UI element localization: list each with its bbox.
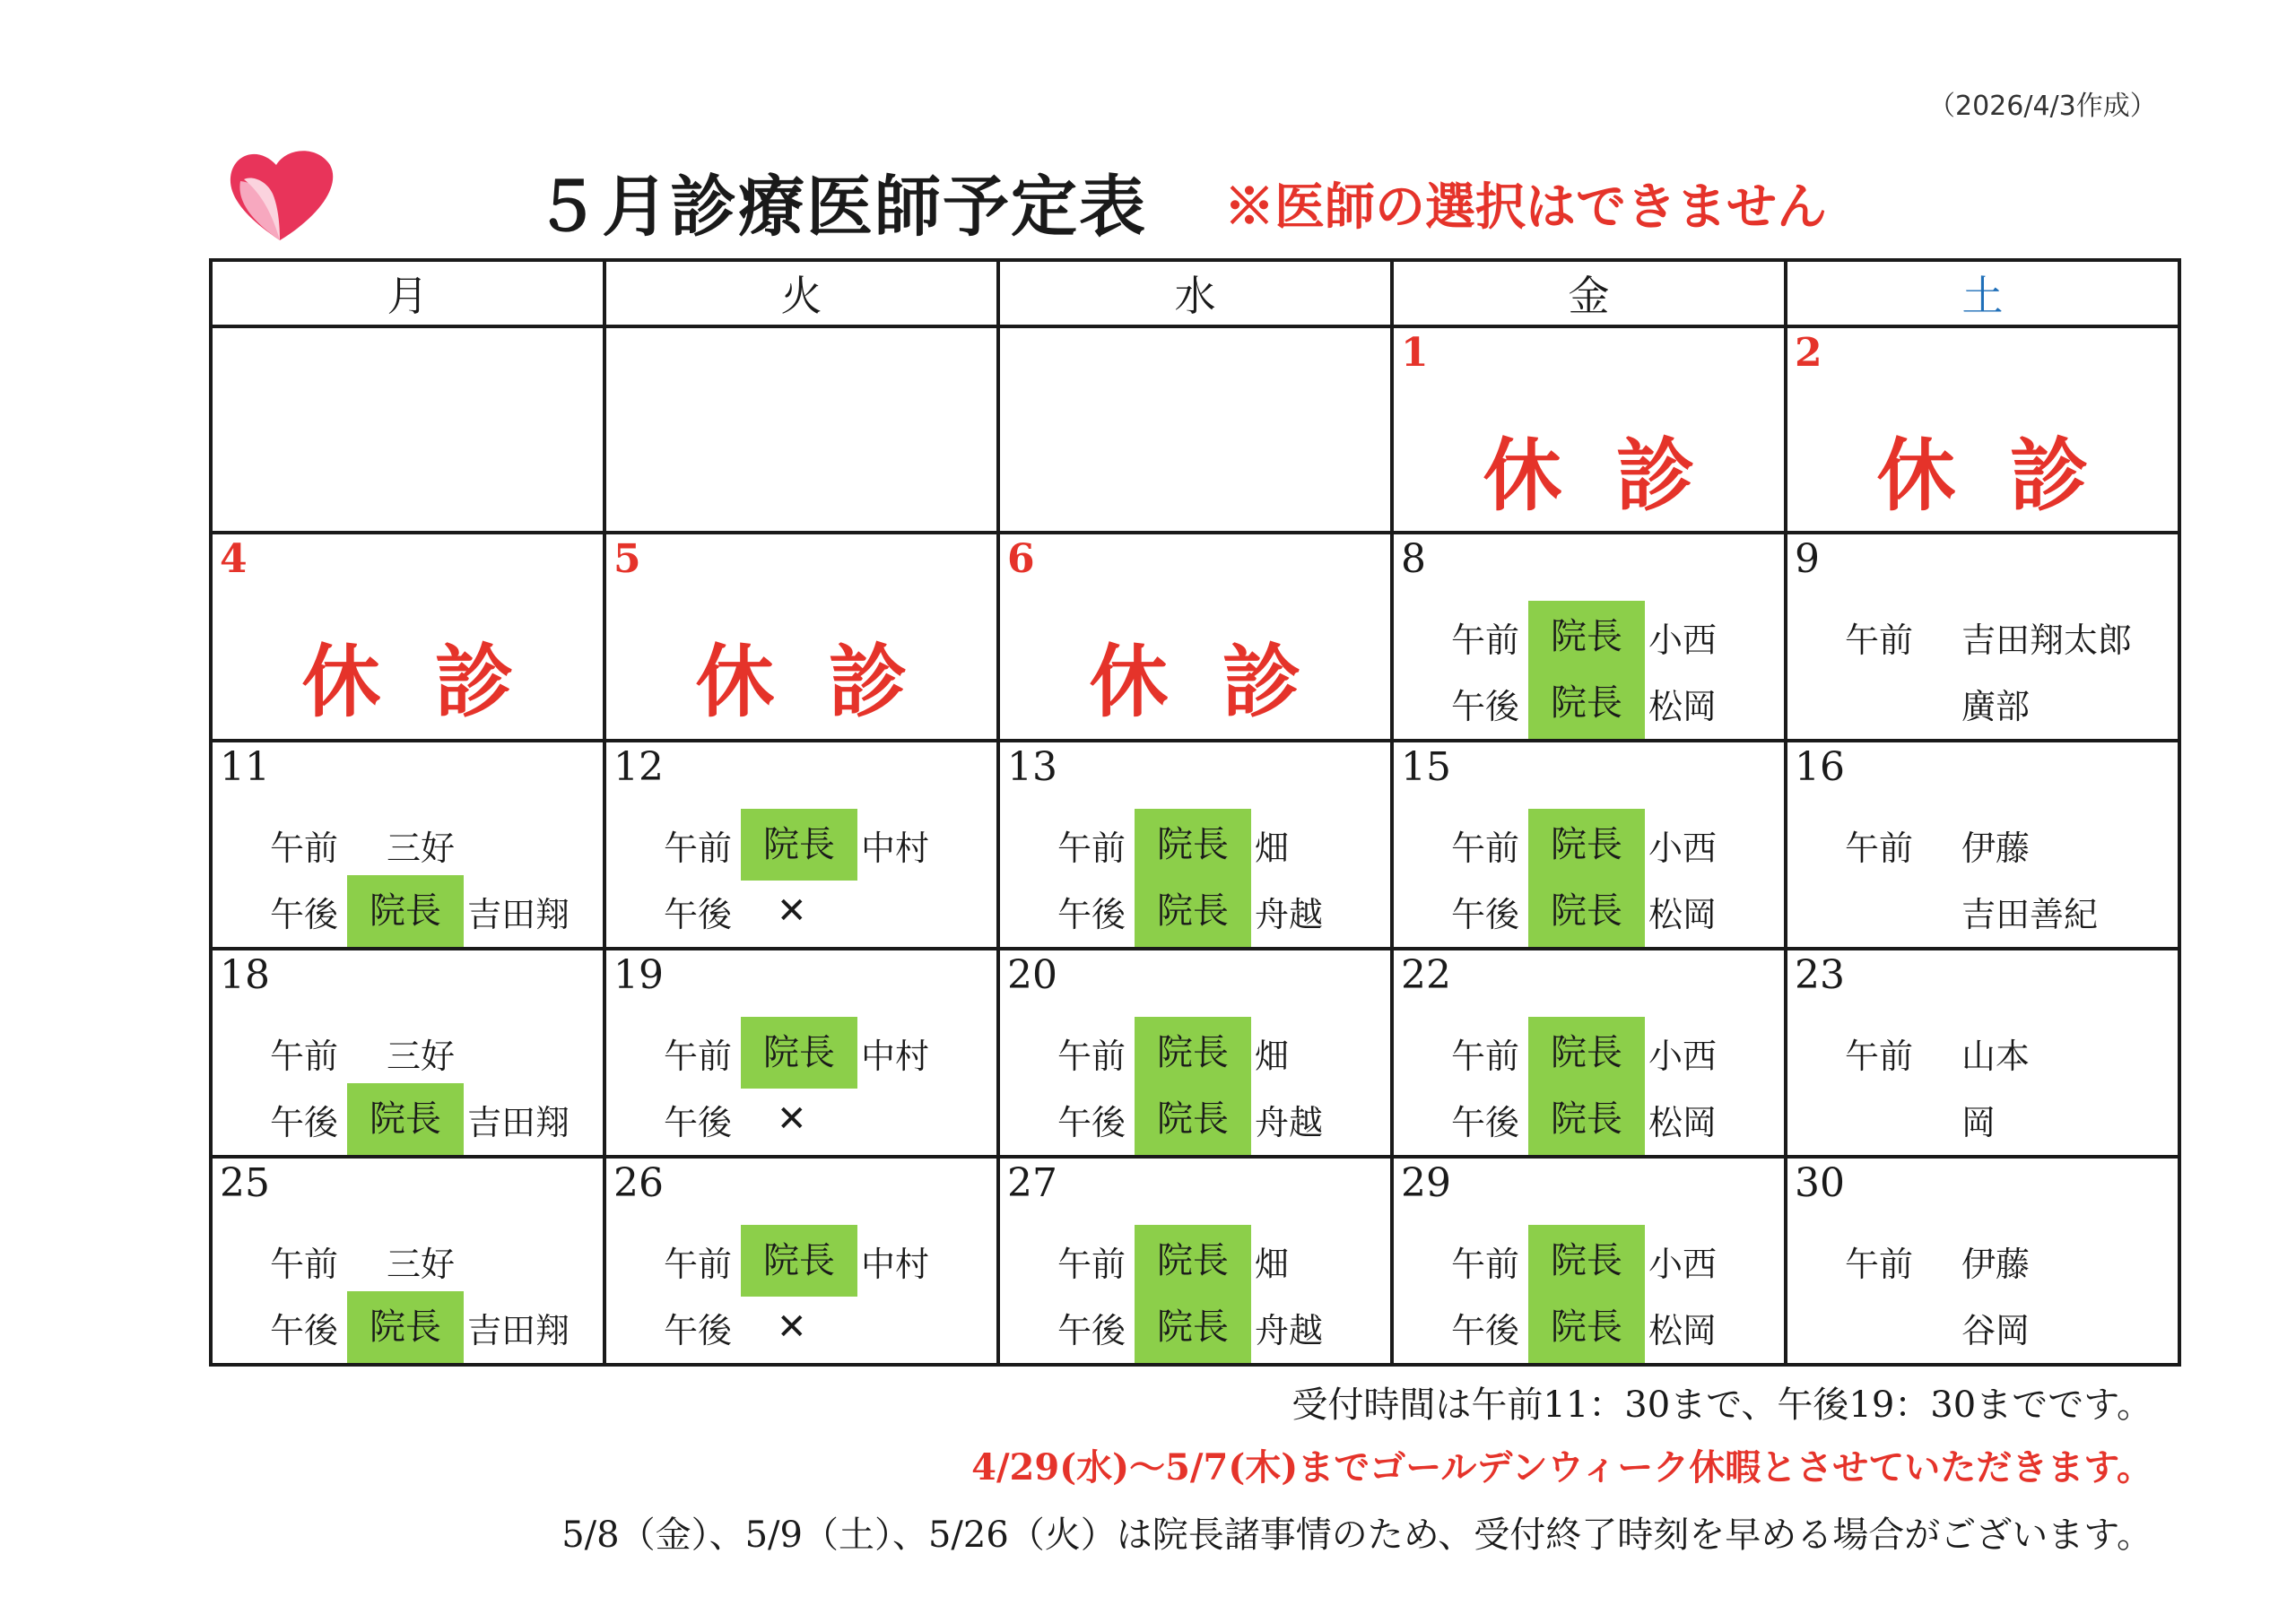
day-number: 27 <box>1007 1160 1057 1206</box>
weekday-header-saturday: 土 <box>1786 260 2179 326</box>
calendar-week-row <box>211 326 2179 533</box>
calendar-day-cell <box>1392 741 1786 949</box>
day-number: 5 <box>613 536 641 582</box>
director-badge: 院長 <box>1135 1225 1251 1297</box>
morning-label: 午前 <box>269 1244 338 1284</box>
director-badge: 院長 <box>741 1225 857 1297</box>
afternoon-label: 午後 <box>1057 1102 1126 1142</box>
doctor-name: 山本 <box>1961 1036 2031 1076</box>
doctor-name: 小西 <box>1648 620 1718 660</box>
calendar-day-cell <box>1392 533 1786 741</box>
day-number: 22 <box>1401 952 1451 998</box>
afternoon-shift <box>1036 1295 1323 1359</box>
doctor-name: 三好 <box>387 1036 456 1076</box>
afternoon-shift <box>642 879 807 943</box>
closed-label: 休診 <box>1089 635 1355 728</box>
weekday-header: 火 <box>604 260 998 326</box>
day-number: 12 <box>613 744 664 790</box>
morning-shift <box>1823 1228 2030 1293</box>
doctor-name: 伊藤 <box>1961 828 2031 868</box>
morning-shift <box>1036 1228 1289 1293</box>
no-clinic-mark: ✕ <box>777 1306 807 1348</box>
calendar-day-cell <box>998 533 1392 741</box>
director-badge: 院長 <box>1135 875 1251 947</box>
afternoon-shift <box>1430 879 1717 943</box>
doctor-name: 小西 <box>1648 1036 1718 1076</box>
director-badge: 院長 <box>1528 1291 1645 1363</box>
doctor-name: 松岡 <box>1648 1310 1718 1350</box>
calendar-day-cell <box>604 1157 998 1365</box>
created-date: （2026/4/3作成） <box>1928 91 2157 122</box>
doctor-name: 吉田翔太郎 <box>1961 620 2133 660</box>
afternoon-shift <box>642 1295 807 1359</box>
morning-label: 午前 <box>1844 620 1913 660</box>
calendar-day-cell <box>1786 1157 2179 1365</box>
morning-shift <box>1430 1228 1717 1293</box>
director-badge: 院長 <box>1135 809 1251 881</box>
calendar-week-row <box>211 741 2179 949</box>
closed-label: 休診 <box>301 635 568 728</box>
doctor-name: 舟越 <box>1255 894 1324 934</box>
doctor-name: 松岡 <box>1648 894 1718 934</box>
morning-label: 午前 <box>663 828 732 868</box>
calendar-day-cell <box>998 741 1392 949</box>
doctor-name: 谷岡 <box>1961 1310 2031 1350</box>
day-number: 20 <box>1007 952 1057 998</box>
calendar-day-cell <box>998 326 1392 533</box>
day-number: 13 <box>1007 744 1057 790</box>
calendar-day-cell <box>1786 533 2179 741</box>
calendar-day-cell <box>604 533 998 741</box>
doctor-name: 吉田翔 <box>467 1310 570 1350</box>
closed-label: 休診 <box>695 635 961 728</box>
schedule-calendar <box>209 258 2181 1367</box>
afternoon-shift <box>1823 879 2098 943</box>
morning-shift <box>1036 812 1289 877</box>
calendar-day-cell <box>998 949 1392 1157</box>
calendar-day-cell <box>604 326 998 533</box>
calendar-day-cell <box>211 1157 604 1365</box>
afternoon-shift <box>1036 879 1323 943</box>
director-badge: 院長 <box>1528 809 1645 881</box>
afternoon-label: 午後 <box>1450 686 1519 726</box>
morning-label: 午前 <box>1844 1244 1913 1284</box>
director-badge: 院長 <box>347 1083 464 1155</box>
calendar-day-cell <box>604 741 998 949</box>
afternoon-label: 午後 <box>1450 1102 1519 1142</box>
afternoon-label: 午後 <box>269 1102 338 1142</box>
day-number: 29 <box>1401 1160 1451 1206</box>
doctor-name: 小西 <box>1648 828 1718 868</box>
afternoon-label: 午後 <box>663 1310 732 1350</box>
closed-label: 休診 <box>1483 429 1749 522</box>
calendar-day-cell <box>1786 949 2179 1157</box>
morning-shift <box>642 1020 929 1085</box>
doctor-name: 小西 <box>1648 1244 1718 1284</box>
weekday-header: 水 <box>998 260 1392 326</box>
day-number: 15 <box>1401 744 1451 790</box>
calendar-day-cell <box>1786 741 2179 949</box>
afternoon-shift <box>248 879 570 943</box>
doctor-name: 吉田善紀 <box>1961 894 2099 934</box>
morning-shift <box>1036 1020 1289 1085</box>
day-number: 25 <box>220 1160 270 1206</box>
morning-label: 午前 <box>1844 1036 1913 1076</box>
morning-label: 午前 <box>663 1036 732 1076</box>
morning-label: 午前 <box>1057 1036 1126 1076</box>
day-number: 11 <box>220 744 270 790</box>
reception-hours-note: 受付時間は午前11：30まで、午後19：30までです。 <box>1292 1384 2152 1426</box>
early-close-note: 5/8（金）、5/9（土）、5/26（火）は院長諸事情のため、受付終了時刻を早める場合がございます。 <box>561 1515 2152 1556</box>
morning-label: 午前 <box>269 1036 338 1076</box>
afternoon-shift <box>1036 1087 1323 1151</box>
doctor-name: 畑 <box>1255 1244 1290 1284</box>
afternoon-shift <box>642 1087 807 1151</box>
director-badge: 院長 <box>1135 1291 1251 1363</box>
morning-shift <box>642 1228 929 1293</box>
morning-shift <box>642 812 929 877</box>
day-number: 2 <box>1795 330 1822 376</box>
morning-label: 午前 <box>269 828 338 868</box>
morning-shift <box>1430 604 1717 669</box>
day-number: 30 <box>1795 1160 1845 1206</box>
afternoon-label: 午後 <box>1057 894 1126 934</box>
calendar-week-row <box>211 533 2179 741</box>
doctor-name: 吉田翔 <box>467 894 570 934</box>
director-badge: 院長 <box>347 875 464 947</box>
director-badge: 院長 <box>1135 1017 1251 1089</box>
page-title: ５月診療医師予定表 <box>534 169 1147 246</box>
afternoon-shift <box>1430 1087 1717 1151</box>
morning-label: 午前 <box>1450 828 1519 868</box>
morning-shift <box>248 1020 455 1085</box>
morning-label: 午前 <box>1057 1244 1126 1284</box>
director-badge: 院長 <box>1528 1017 1645 1089</box>
doctor-name: 吉田翔 <box>467 1102 570 1142</box>
notice-text: ※医師の選択はできません <box>1224 178 1827 237</box>
calendar-day-cell <box>211 326 604 533</box>
calendar-day-cell <box>1392 949 1786 1157</box>
morning-shift <box>1823 604 2132 669</box>
day-number: 9 <box>1795 536 1820 582</box>
afternoon-shift <box>1823 1087 1996 1151</box>
calendar-day-cell <box>211 533 604 741</box>
calendar-day-cell <box>1392 1157 1786 1365</box>
director-badge: 院長 <box>1528 1083 1645 1155</box>
morning-shift <box>248 812 455 877</box>
calendar-day-cell <box>998 1157 1392 1365</box>
doctor-name: 岡 <box>1961 1102 1996 1142</box>
weekday-header-row <box>211 260 2179 326</box>
calendar-day-cell <box>211 741 604 949</box>
day-number: 1 <box>1401 330 1429 376</box>
afternoon-shift <box>1430 1295 1717 1359</box>
calendar-day-cell <box>211 949 604 1157</box>
calendar-day-cell <box>1392 326 1786 533</box>
day-number: 4 <box>220 536 248 582</box>
no-clinic-mark: ✕ <box>777 890 807 932</box>
heart-icon <box>224 143 341 251</box>
afternoon-label: 午後 <box>1057 1310 1126 1350</box>
director-badge: 院長 <box>741 1017 857 1089</box>
calendar-week-row <box>211 1157 2179 1365</box>
director-badge: 院長 <box>1528 667 1645 739</box>
afternoon-label: 午後 <box>1450 1310 1519 1350</box>
director-badge: 院長 <box>1528 601 1645 673</box>
morning-label: 午前 <box>663 1244 732 1284</box>
doctor-name: 廣部 <box>1961 686 2031 726</box>
director-badge: 院長 <box>1135 1083 1251 1155</box>
morning-label: 午前 <box>1450 620 1519 660</box>
afternoon-shift <box>248 1295 570 1359</box>
doctor-name: 中村 <box>861 1036 930 1076</box>
director-badge: 院長 <box>741 809 857 881</box>
morning-shift <box>248 1228 455 1293</box>
doctor-name: 松岡 <box>1648 686 1718 726</box>
day-number: 16 <box>1795 744 1845 790</box>
day-number: 8 <box>1401 536 1426 582</box>
morning-shift <box>1430 1020 1717 1085</box>
doctor-name: 三好 <box>387 828 456 868</box>
day-number: 18 <box>220 952 270 998</box>
day-number: 6 <box>1007 536 1035 582</box>
morning-shift <box>1823 812 2030 877</box>
morning-label: 午前 <box>1844 828 1913 868</box>
afternoon-label: 午後 <box>663 1102 732 1142</box>
morning-label: 午前 <box>1057 828 1126 868</box>
director-badge: 院長 <box>347 1291 464 1363</box>
no-clinic-mark: ✕ <box>777 1098 807 1140</box>
calendar-day-cell <box>1786 326 2179 533</box>
doctor-name: 中村 <box>861 1244 930 1284</box>
weekday-header: 金 <box>1392 260 1786 326</box>
morning-shift <box>1430 812 1717 877</box>
doctor-name: 中村 <box>861 828 930 868</box>
doctor-name: 舟越 <box>1255 1310 1324 1350</box>
doctor-name: 舟越 <box>1255 1102 1324 1142</box>
doctor-name: 松岡 <box>1648 1102 1718 1142</box>
golden-week-note: 4/29(水)～5/7(木)までゴールデンウィーク休暇とさせていただきます。 <box>971 1446 2152 1488</box>
doctor-name: 畑 <box>1255 1036 1290 1076</box>
doctor-name: 伊藤 <box>1961 1244 2031 1284</box>
day-number: 19 <box>613 952 664 998</box>
afternoon-label: 午後 <box>269 1310 338 1350</box>
afternoon-shift <box>248 1087 570 1151</box>
afternoon-shift <box>1430 671 1717 735</box>
afternoon-label: 午後 <box>663 894 732 934</box>
closed-label: 休診 <box>1876 429 2143 522</box>
day-number: 26 <box>613 1160 664 1206</box>
afternoon-shift <box>1823 671 2030 735</box>
weekday-header: 月 <box>211 260 604 326</box>
calendar-day-cell <box>604 949 998 1157</box>
doctor-name: 三好 <box>387 1244 456 1284</box>
calendar-week-row <box>211 949 2179 1157</box>
morning-label: 午前 <box>1450 1244 1519 1284</box>
doctor-name: 畑 <box>1255 828 1290 868</box>
afternoon-shift <box>1823 1295 2030 1359</box>
director-badge: 院長 <box>1528 1225 1645 1297</box>
director-badge: 院長 <box>1528 875 1645 947</box>
afternoon-label: 午後 <box>1450 894 1519 934</box>
morning-label: 午前 <box>1450 1036 1519 1076</box>
morning-shift <box>1823 1020 2030 1085</box>
afternoon-label: 午後 <box>269 894 338 934</box>
day-number: 23 <box>1795 952 1845 998</box>
